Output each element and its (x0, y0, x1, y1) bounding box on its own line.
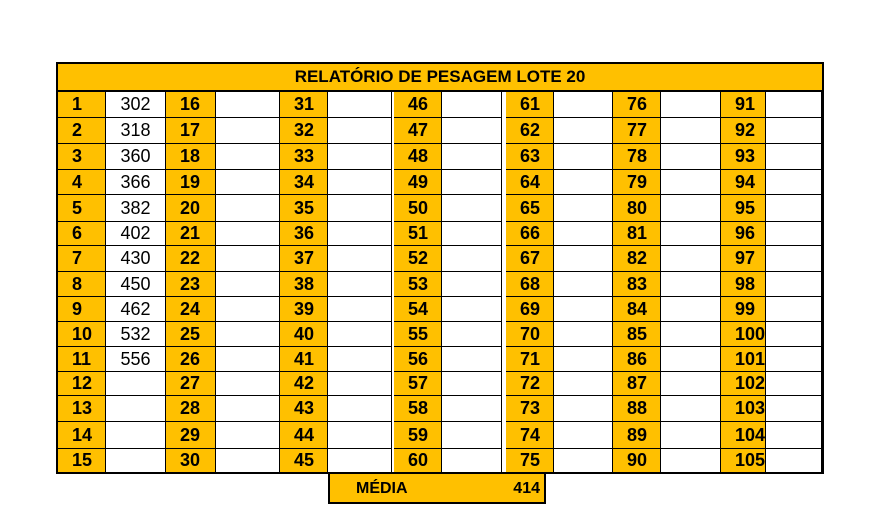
row-number: 29 (166, 422, 216, 449)
row-number: 40 (280, 322, 328, 347)
weight-value (554, 422, 613, 449)
weight-value (554, 222, 613, 246)
weight-value (554, 297, 613, 322)
weight-value (661, 170, 721, 195)
row-number: 46 (394, 92, 442, 118)
row-number: 88 (613, 396, 661, 422)
weight-value (554, 372, 613, 396)
weight-value: 532 (106, 322, 166, 347)
row-number: 34 (280, 170, 328, 195)
row-number: 101 (721, 347, 766, 372)
weight-value (216, 118, 280, 144)
weight-value (216, 322, 280, 347)
weight-value (442, 449, 502, 473)
row-number: 35 (280, 195, 328, 222)
weight-value (442, 422, 502, 449)
weight-value (328, 195, 392, 222)
row-number: 26 (166, 347, 216, 372)
weight-value (766, 449, 822, 473)
row-number: 94 (721, 170, 766, 195)
weight-value (766, 297, 822, 322)
weight-value (328, 246, 392, 272)
row-number: 89 (613, 422, 661, 449)
row-number: 72 (506, 372, 554, 396)
weight-value (328, 170, 392, 195)
weight-value (216, 396, 280, 422)
row-number: 79 (613, 170, 661, 195)
weight-value (766, 347, 822, 372)
row-number: 22 (166, 246, 216, 272)
weight-value (554, 449, 613, 473)
row-number: 62 (506, 118, 554, 144)
weight-value: 366 (106, 170, 166, 195)
weight-value: 302 (106, 92, 166, 118)
row-number: 12 (58, 372, 106, 396)
row-number: 54 (394, 297, 442, 322)
weight-value (661, 222, 721, 246)
row-number: 84 (613, 297, 661, 322)
row-number: 78 (613, 144, 661, 170)
row-number: 60 (394, 449, 442, 473)
row-number: 14 (58, 422, 106, 449)
row-number: 70 (506, 322, 554, 347)
row-number: 75 (506, 449, 554, 473)
row-number: 31 (280, 92, 328, 118)
row-number: 96 (721, 222, 766, 246)
row-number: 11 (58, 347, 106, 372)
row-number: 100 (721, 322, 766, 347)
row-number: 51 (394, 222, 442, 246)
weight-value (328, 297, 392, 322)
row-number: 38 (280, 272, 328, 297)
row-number: 5 (58, 195, 106, 222)
row-number: 4 (58, 170, 106, 195)
weight-value (766, 422, 822, 449)
weight-value (442, 372, 502, 396)
weight-value (442, 246, 502, 272)
row-number: 1 (58, 92, 106, 118)
weight-value (661, 372, 721, 396)
weight-value (661, 195, 721, 222)
weight-value (328, 347, 392, 372)
row-number: 104 (721, 422, 766, 449)
row-number: 41 (280, 347, 328, 372)
row-number: 27 (166, 372, 216, 396)
row-number: 48 (394, 144, 442, 170)
row-number: 74 (506, 422, 554, 449)
row-number: 47 (394, 118, 442, 144)
row-number: 85 (613, 322, 661, 347)
row-number: 93 (721, 144, 766, 170)
weight-value (216, 222, 280, 246)
row-number: 16 (166, 92, 216, 118)
weight-value (442, 144, 502, 170)
row-number: 58 (394, 396, 442, 422)
weight-value (661, 422, 721, 449)
weight-value: 382 (106, 195, 166, 222)
weight-value (554, 246, 613, 272)
weight-value (442, 347, 502, 372)
weight-value (216, 272, 280, 297)
row-number: 24 (166, 297, 216, 322)
weight-value (216, 422, 280, 449)
row-number: 82 (613, 246, 661, 272)
row-number: 3 (58, 144, 106, 170)
row-number: 2 (58, 118, 106, 144)
weight-value (661, 322, 721, 347)
row-number: 18 (166, 144, 216, 170)
row-number: 103 (721, 396, 766, 422)
weight-value (328, 422, 392, 449)
row-number: 49 (394, 170, 442, 195)
weight-value (766, 195, 822, 222)
weight-value (106, 372, 166, 396)
row-number: 98 (721, 272, 766, 297)
weight-value: 430 (106, 246, 166, 272)
row-number: 91 (721, 92, 766, 118)
row-number: 86 (613, 347, 661, 372)
weight-value (216, 347, 280, 372)
row-number: 76 (613, 92, 661, 118)
row-number: 61 (506, 92, 554, 118)
weight-value (554, 118, 613, 144)
row-number: 7 (58, 246, 106, 272)
row-number: 45 (280, 449, 328, 473)
weight-value (328, 92, 392, 118)
weight-value (766, 222, 822, 246)
weight-value (442, 195, 502, 222)
weight-value (766, 372, 822, 396)
row-number: 68 (506, 272, 554, 297)
weight-value (554, 144, 613, 170)
row-number: 83 (613, 272, 661, 297)
weight-value (442, 396, 502, 422)
row-number: 63 (506, 144, 554, 170)
weight-value (766, 246, 822, 272)
row-number: 57 (394, 372, 442, 396)
weight-value (216, 195, 280, 222)
weight-value (442, 222, 502, 246)
row-number: 10 (58, 322, 106, 347)
row-number: 67 (506, 246, 554, 272)
row-number: 33 (280, 144, 328, 170)
weight-value (216, 372, 280, 396)
weighing-report-table (56, 62, 824, 474)
weight-value (328, 118, 392, 144)
weight-value (328, 396, 392, 422)
weight-value (554, 92, 613, 118)
row-number: 71 (506, 347, 554, 372)
row-number: 80 (613, 195, 661, 222)
weight-value (766, 170, 822, 195)
weight-value (661, 246, 721, 272)
weight-value (661, 396, 721, 422)
row-number: 21 (166, 222, 216, 246)
weight-value (661, 347, 721, 372)
weight-value (216, 449, 280, 473)
weight-value (766, 92, 822, 118)
row-number: 53 (394, 272, 442, 297)
weight-value (106, 449, 166, 473)
row-number: 105 (721, 449, 766, 473)
row-number: 92 (721, 118, 766, 144)
row-number: 44 (280, 422, 328, 449)
row-number: 69 (506, 297, 554, 322)
row-number: 39 (280, 297, 328, 322)
row-number: 52 (394, 246, 442, 272)
weight-value (554, 195, 613, 222)
row-number: 50 (394, 195, 442, 222)
weight-value (554, 347, 613, 372)
row-number: 90 (613, 449, 661, 473)
weight-value (442, 170, 502, 195)
weight-value (554, 396, 613, 422)
weight-value (328, 449, 392, 473)
row-number: 32 (280, 118, 328, 144)
weight-value (661, 272, 721, 297)
weight-value (328, 322, 392, 347)
row-number: 23 (166, 272, 216, 297)
weight-value (661, 297, 721, 322)
row-number: 97 (721, 246, 766, 272)
row-number: 13 (58, 396, 106, 422)
weight-value (216, 92, 280, 118)
row-number: 55 (394, 322, 442, 347)
row-number: 6 (58, 222, 106, 246)
weight-value (661, 144, 721, 170)
row-number: 19 (166, 170, 216, 195)
average-summary (328, 474, 546, 504)
weight-value: 360 (106, 144, 166, 170)
weight-value (661, 92, 721, 118)
weight-value (328, 222, 392, 246)
average-value: 414 (513, 480, 540, 497)
average-label: MÉDIA (356, 480, 408, 497)
row-number: 43 (280, 396, 328, 422)
row-number: 102 (721, 372, 766, 396)
row-number: 77 (613, 118, 661, 144)
weight-value (216, 297, 280, 322)
weight-value (661, 118, 721, 144)
weight-value (216, 170, 280, 195)
weight-value (442, 297, 502, 322)
row-number: 36 (280, 222, 328, 246)
row-number: 81 (613, 222, 661, 246)
row-number: 73 (506, 396, 554, 422)
weight-value: 450 (106, 272, 166, 297)
weight-value (766, 118, 822, 144)
weight-value: 318 (106, 118, 166, 144)
row-number: 17 (166, 118, 216, 144)
weight-value (216, 246, 280, 272)
weight-value (554, 272, 613, 297)
weight-value (766, 144, 822, 170)
weight-value (554, 322, 613, 347)
row-number: 99 (721, 297, 766, 322)
weight-value (766, 272, 822, 297)
row-number: 9 (58, 297, 106, 322)
weight-value (442, 322, 502, 347)
weight-value (766, 396, 822, 422)
weight-value (328, 144, 392, 170)
row-number: 64 (506, 170, 554, 195)
row-number: 87 (613, 372, 661, 396)
weight-value (442, 92, 502, 118)
weight-value (328, 272, 392, 297)
row-number: 65 (506, 195, 554, 222)
row-number: 59 (394, 422, 442, 449)
row-number: 42 (280, 372, 328, 396)
row-number: 15 (58, 449, 106, 473)
weight-value: 556 (106, 347, 166, 372)
row-number: 8 (58, 272, 106, 297)
weight-value (216, 144, 280, 170)
row-number: 20 (166, 195, 216, 222)
weight-value (766, 322, 822, 347)
weight-value (442, 272, 502, 297)
row-number: 25 (166, 322, 216, 347)
weight-value (554, 170, 613, 195)
row-number: 66 (506, 222, 554, 246)
row-number: 28 (166, 396, 216, 422)
weight-value (106, 422, 166, 449)
weight-value: 402 (106, 222, 166, 246)
report-title: RELATÓRIO DE PESAGEM LOTE 20 (58, 64, 822, 92)
row-number: 56 (394, 347, 442, 372)
row-number: 30 (166, 449, 216, 473)
row-number: 37 (280, 246, 328, 272)
weight-value: 462 (106, 297, 166, 322)
row-number: 95 (721, 195, 766, 222)
weight-value (661, 449, 721, 473)
weight-value (442, 118, 502, 144)
weight-value (328, 372, 392, 396)
weight-value (106, 396, 166, 422)
